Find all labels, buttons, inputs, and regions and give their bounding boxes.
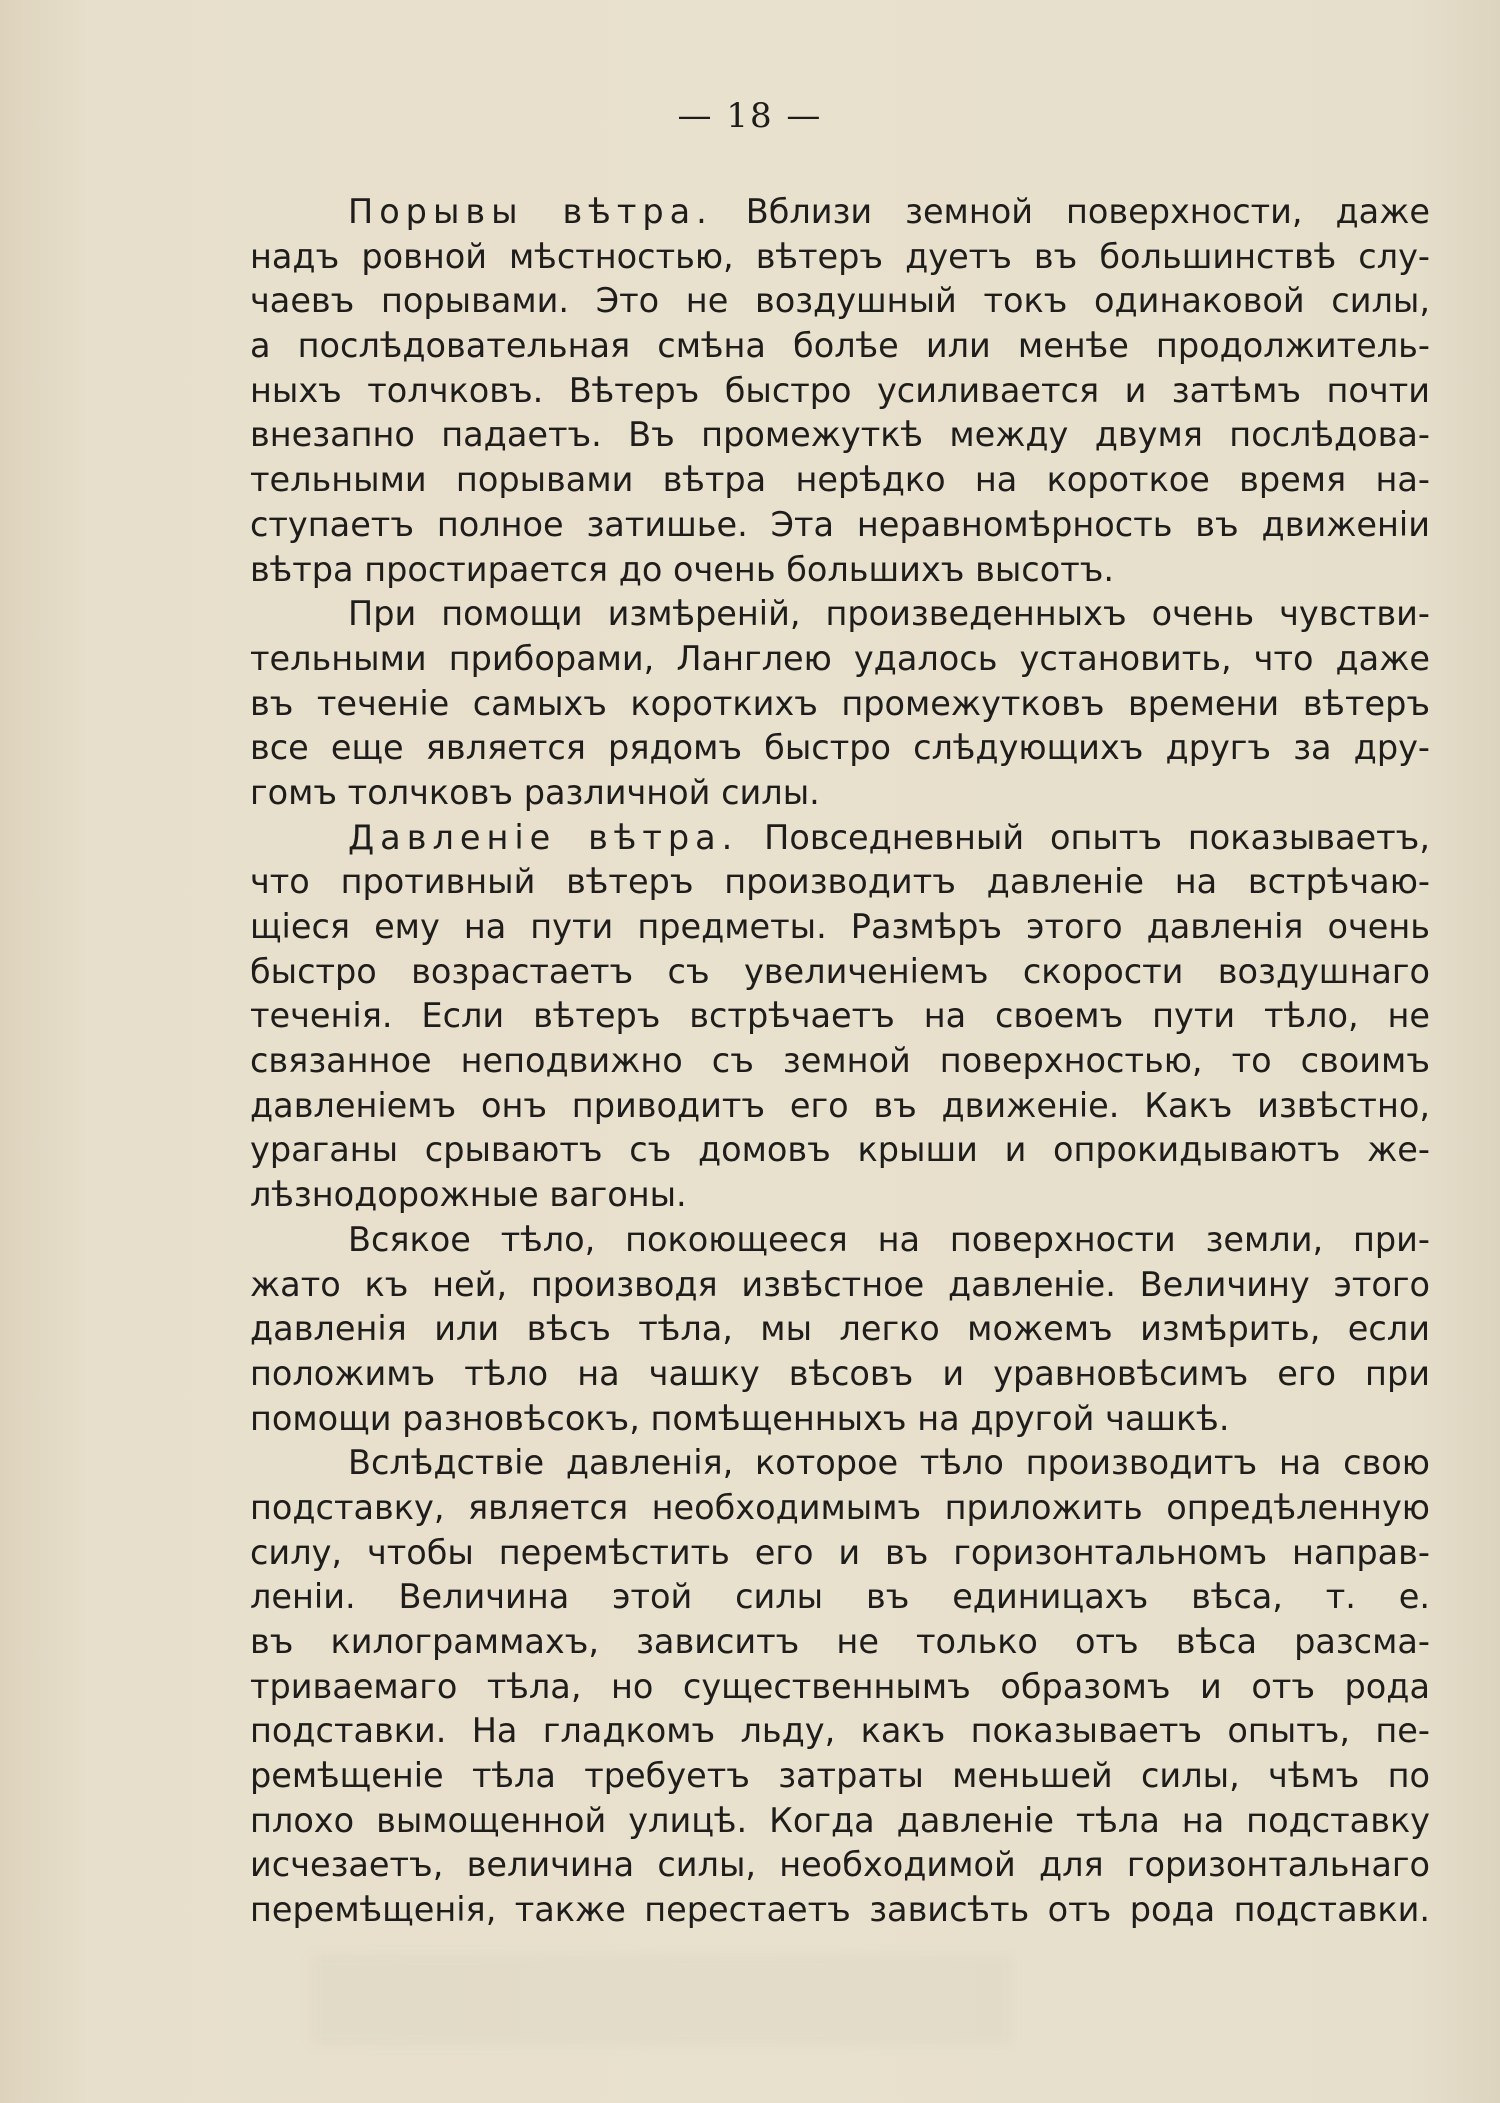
text-line: жато къ ней, производя извѣстное давленiе. Величину этого xyxy=(250,1264,1430,1304)
text-line: щiеся ему на пути предметы. Размѣръ этого давленiя очень xyxy=(250,907,1430,946)
text-line: теченiя. Если вѣтеръ встрѣчаетъ на своемъ пути тѣло, не xyxy=(250,996,1430,1036)
text-line: исчезаетъ, величина силы, необходимой для горизонтальнаго xyxy=(250,1845,1430,1885)
text-line: При помощи измѣренiй, произведенныхъ очень чувстви- xyxy=(348,594,1430,634)
text-line: триваемаго тѣла, но существеннымъ образомъ и отъ рода xyxy=(250,1666,1430,1706)
text-line: связанное неподвижно съ земной поверхностью, то своимъ xyxy=(250,1041,1430,1081)
text-line: тельными приборами, Ланглею удалось установить, что даже xyxy=(250,638,1430,678)
text-line: давленiя или вѣсъ тѣла, мы легко можемъ измѣрить, если xyxy=(250,1309,1430,1349)
text-line: Давленiе вѣтра. Повседневный опытъ показываетъ, xyxy=(348,817,1430,857)
text-line: силу, чтобы перемѣстить его и въ горизонтальномъ направ- xyxy=(250,1532,1430,1572)
paragraph-gusts xyxy=(250,190,1430,592)
text-line: Вслѣдствiе давленiя, которое тѣло производитъ на свою xyxy=(348,1443,1430,1483)
body-text xyxy=(250,190,1430,1933)
text-line: что противный вѣтеръ производитъ давленiе на встрѣчаю- xyxy=(250,862,1430,902)
paragraph-weight xyxy=(250,1218,1430,1441)
text-line: ныхъ толчковъ. Вѣтеръ быстро усиливается и затѣмъ почти xyxy=(250,370,1430,410)
text-line: чаевъ порывами. Это не воздушный токъ одинаковой силы, xyxy=(250,281,1430,321)
paragraph-langley xyxy=(250,592,1430,815)
text-line: ступаетъ полное затишье. Эта неравномѣрность въ движенiи xyxy=(250,504,1430,544)
text-line: положимъ тѣло на чашку вѣсовъ и уравновѣсимъ его при xyxy=(250,1353,1430,1393)
text-line: подставки. На гладкомъ льду, какъ показываетъ опытъ, пе- xyxy=(250,1711,1430,1751)
text-line: ураганы срываютъ съ домовъ крыши и опрокидываютъ же- xyxy=(250,1130,1430,1170)
paragraph-friction xyxy=(250,1441,1430,1933)
text-line: вѣтра простирается до очень большихъ высотъ. xyxy=(250,549,1115,589)
text-line: лѣзнодорожные вагоны. xyxy=(250,1175,687,1215)
text-line: все еще является рядомъ быстро слѣдующихъ другъ за дру- xyxy=(250,728,1430,768)
text-line: Всякое тѣло, покоющееся на поверхности земли, при- xyxy=(348,1219,1430,1259)
text-line: тельными порывами вѣтра нерѣдко на короткое время на- xyxy=(250,460,1430,500)
section-heading-pressure: Давленiе вѣтра. xyxy=(348,817,739,857)
text-line: а послѣдовательная смѣна болѣе или менѣе продолжитель- xyxy=(250,326,1430,366)
text-line: быстро возрастаетъ съ увеличенiемъ скорости воздушнаго xyxy=(250,951,1430,991)
text-line: въ килограммахъ, зависитъ не только отъ вѣса разсма- xyxy=(250,1622,1430,1661)
text-line: надъ ровной мѣстностью, вѣтеръ дуетъ въ большинствѣ слу- xyxy=(250,236,1430,276)
section-heading-gusts: Порывы вѣтра. xyxy=(348,192,713,231)
text-line: помощи разновѣсокъ, помѣщенныхъ на другой чашкѣ. xyxy=(250,1398,1230,1438)
text-line: Порывы вѣтра. Вблизи земной поверхности, даже xyxy=(348,192,1431,231)
paragraph-wind-pressure xyxy=(250,816,1430,1218)
text-line: внезапно падаетъ. Въ промежуткѣ между двумя послѣдова- xyxy=(250,415,1430,455)
text-line: ленiи. Величина этой силы въ единицахъ вѣса, т. е. xyxy=(250,1577,1430,1617)
show-through-smudge xyxy=(312,1955,1012,2045)
text-line: подставку, является необходимымъ приложить опредѣленную xyxy=(250,1487,1430,1527)
text-line: ремѣщенiе тѣла требуетъ затраты меньшей силы, чѣмъ по xyxy=(250,1756,1430,1796)
text-line: плохо вымощенной улицѣ. Когда давленiе тѣла на подставку xyxy=(250,1800,1430,1840)
text-line: давленiемъ онъ приводитъ его въ движенiе. Какъ извѣстно, xyxy=(250,1085,1430,1125)
text-line: въ теченiе самыхъ короткихъ промежутковъ времени вѣтеръ xyxy=(250,683,1430,723)
page-number: — 18 — xyxy=(677,96,823,136)
text-line: гомъ толчковъ различной силы. xyxy=(250,772,820,812)
text-line: перемѣщенiя, также перестаетъ зависѣть отъ рода подставки. xyxy=(250,1890,1430,1930)
